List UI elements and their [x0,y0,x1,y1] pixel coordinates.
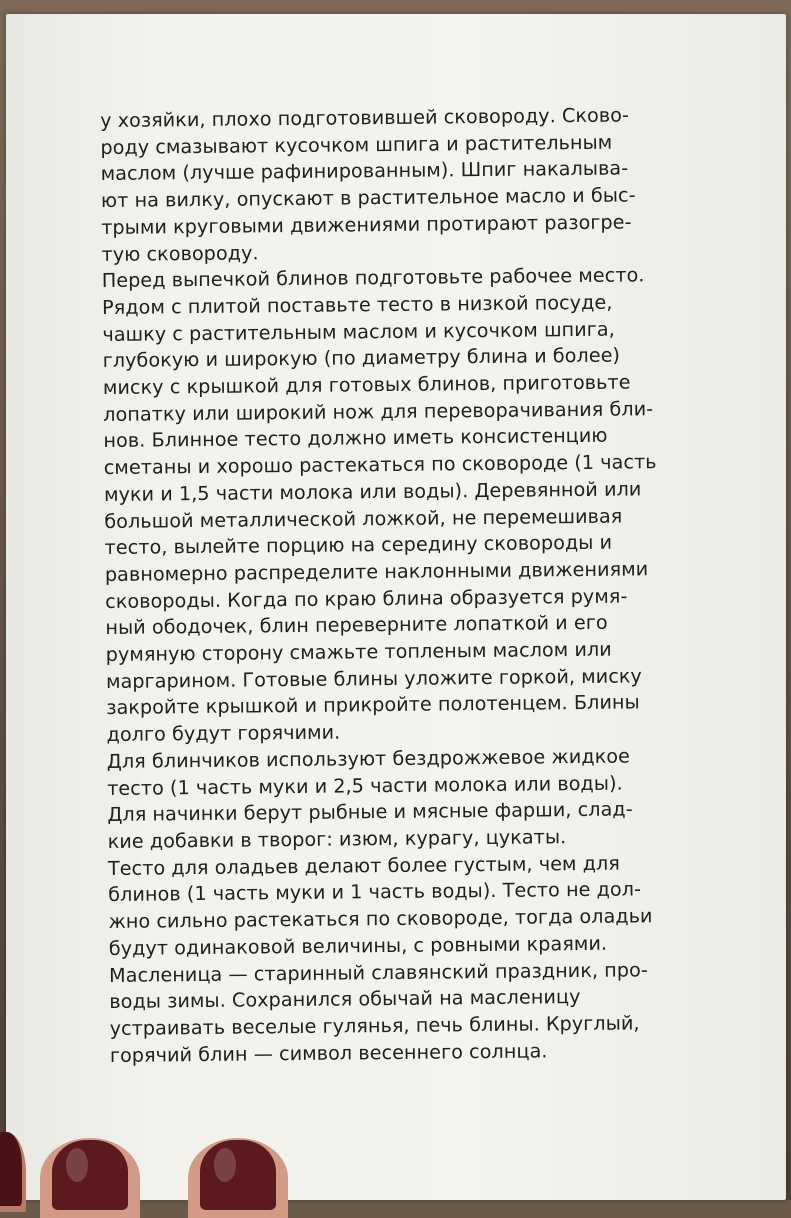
page-text [100,101,738,1069]
nail-highlight [66,1148,88,1182]
paragraph-pan-greasing: у хозяйки, плохо подготовившей сковороду. Сково- роду смазывают кусочком шпига и растительным маслом (лучше рафинированным). Шпиг накалыва- ют на вилку, опускают в растительное масло и быс- трыми круговыми движениями протирают разогре- тую сковороду. [100,103,636,266]
paragraph-maslenitsa: Масленица — старинный славянский праздник, про- воды зимы. Сохранился обычай на масленицу устраивать веселые гулянья, печь блины. Круглый, горячий блин — символ весеннего солнца. [108,957,648,1067]
holding-fingers [0,1110,791,1200]
paragraph-workplace-preparation: Перед выпечкой блинов подготовьте рабочее место. Рядом с плитой поставьте тесто в низкой посуде, чашку с растительным маслом и кусочком шпига, глубокую и широкую (по диаметру блина и более) миску с крышкой для готовых блинов, приготовьте лопатку или широкий нож для переворачивания бли- нов. Блинное тесто должно иметь консистенцию сметаны и хорошо растекаться по сковороде (1 часть муки и 1,5 части молока или воды). Деревянной или большой металлической ложкой, не перемешивая тесто, вылейте порцию на середину сковороды и равномерно распределите наклонными движениями сковороды. Когда по краю блина образуется румя- ный ободочек, блин переверните лопаткой и его румяную сторону смажьте топленым маслом или маргарином. Готовые блины уложите горкой, миску закройте крышкой и прикройте полотенцем. Блины долго будут горячими. [101,263,657,747]
nail-highlight [214,1148,236,1182]
printed-page [6,14,786,1200]
paragraph-oladi: Тесто для оладьев делают более густым, чем для блинов (1 часть муки и 1 часть воды). Тесто не дол- жно сильно растекаться по сковороде, тогда оладьи будут одинаковой величины, с ровными краями. [107,851,653,960]
paragraph-blinchiki: Для блинчиков используют бездрожжевое жидкое тесто (1 часть муки и 2,5 части молока или воды). Для начинки берут рыбные и мясные фарши, слад- кие добавки в творог: изюм, курагу, цукаты. [106,744,633,853]
